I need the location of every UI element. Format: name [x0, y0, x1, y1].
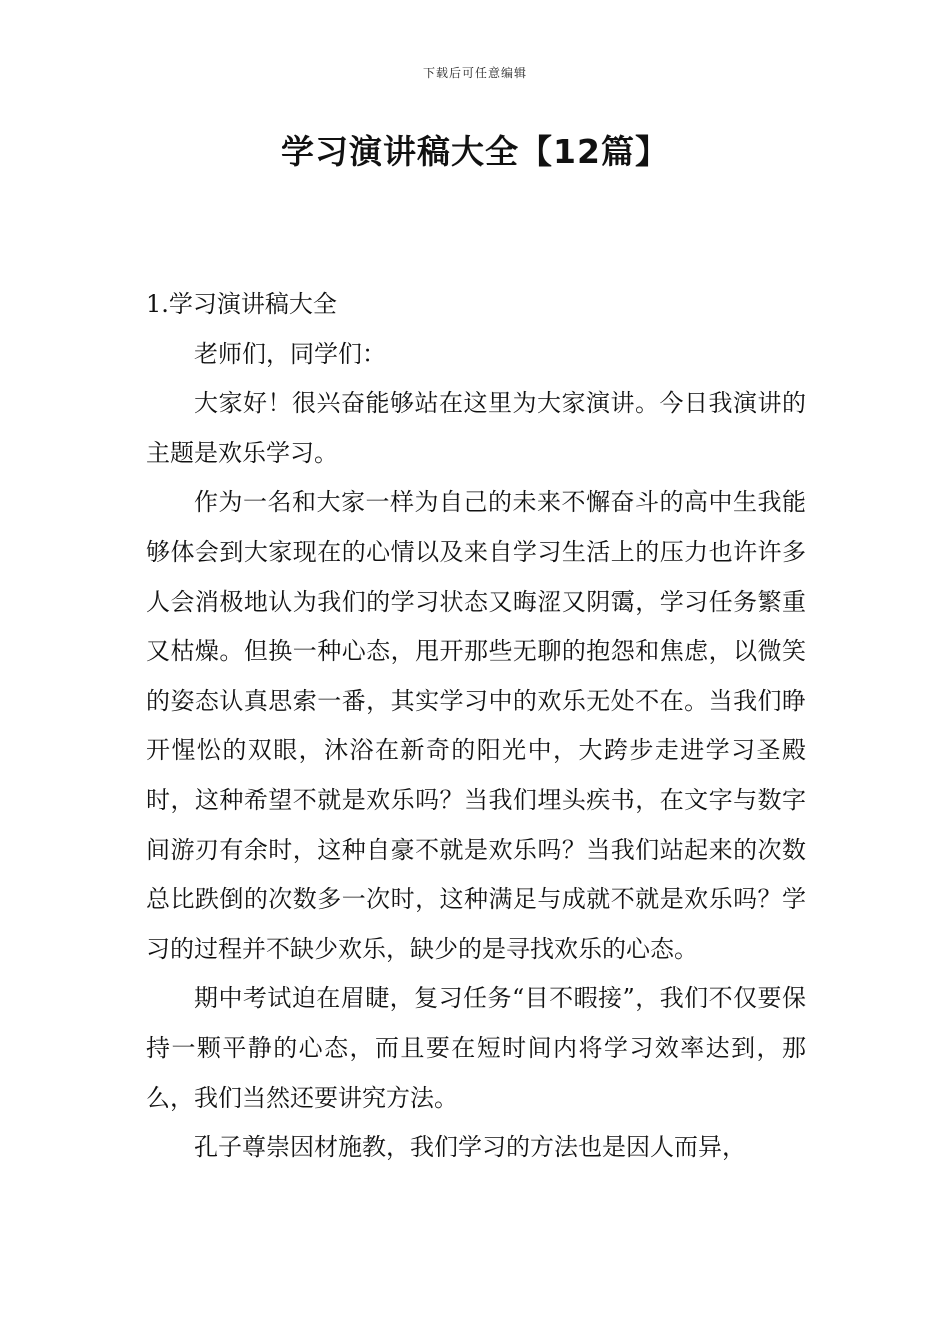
- paragraph-joy-of-learning: 作为一名和大家一样为自己的未来不懈奋斗的高中生我能够体会到大家现在的心情以及来自学习生活上的压力也许许多人会消极地认为我们的学习状态又晦涩又阴霭，学习任务繁重又枯燥。但换一种心态，甩开那些无聊的抱怨和焦虑，以微笑的姿态认真思索一番，其实学习中的欢乐无处不在。当我们睁开惺忪的双眼，沐浴在新奇的阳光中，大跨步走进学习圣殿时，这种希望不就是欢乐吗？当我们埋头疾书，在文字与数字间游刃有余时，这种自豪不就是欢乐吗？当我们站起来的次数总比跌倒的次数多一次时，这种满足与成就不就是欢乐吗？学习的过程并不缺少欢乐，缺少的是寻找欢乐的心态。: [146, 488, 806, 963]
- paragraph-intro: 大家好！很兴奋能够站在这里为大家演讲。今日我演讲的主题是欢乐学习。: [146, 389, 806, 467]
- header-note: 下载后可任意编辑: [422, 66, 527, 80]
- document-title: 学习演讲稿大全【12篇】: [281, 132, 669, 171]
- paragraph-confucius: 孔子尊崇因材施教，我们学习的方法也是因人而异，: [194, 1133, 746, 1162]
- section-heading: 1.学习演讲稿大全: [146, 290, 337, 318]
- paragraph-exam-review: 期中考试迫在眉睫，复习任务“目不暇接”，我们不仅要保持一颗平静的心态，而且要在短时间内将学习效率达到，那么，我们当然还要讲究方法。: [146, 984, 806, 1112]
- document-body: [146, 280, 806, 1173]
- paragraph-greeting: 老师们，同学们：: [194, 339, 386, 368]
